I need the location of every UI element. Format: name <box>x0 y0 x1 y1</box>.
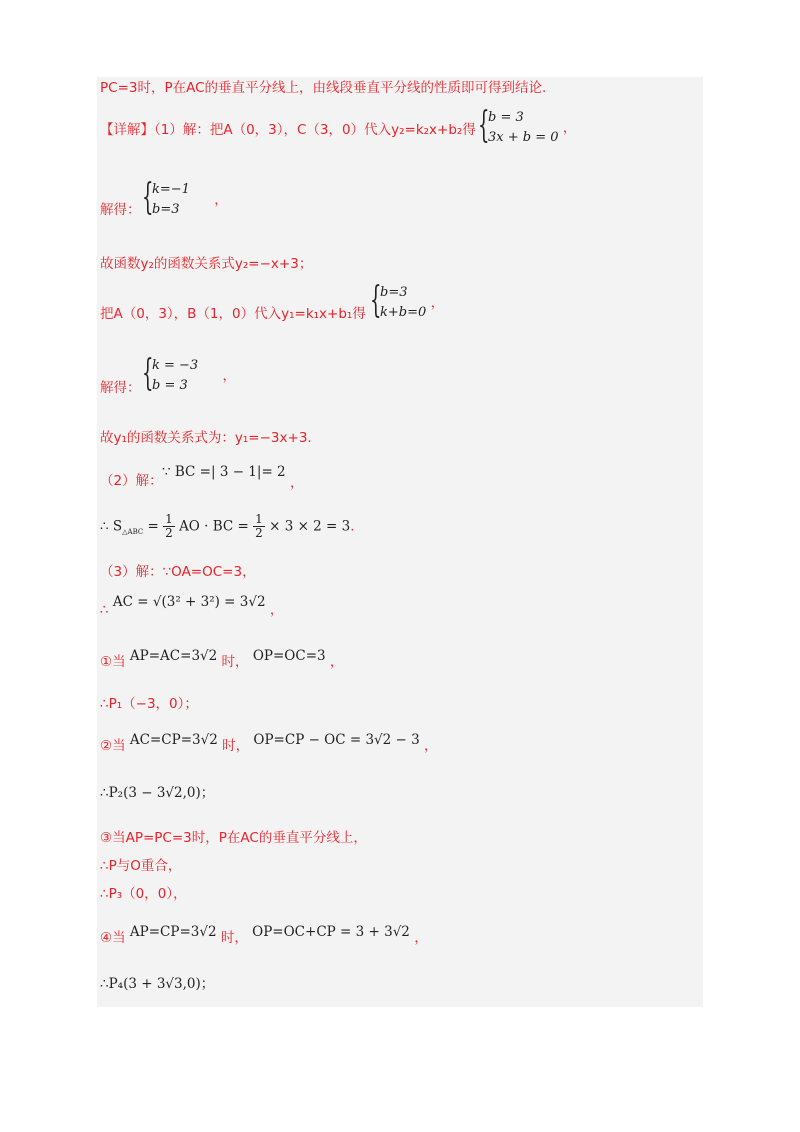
function-y2-text: 故函数y₂的函数关系式y₂=−x+3； <box>100 256 313 272</box>
case1-condition: AP=AC=3√2 <box>129 648 218 664</box>
ac-equation: AC = √(3² + 3²) = 3√2 <box>112 594 266 610</box>
text-line <box>100 828 367 848</box>
text-line <box>100 924 428 948</box>
part3-text: （3）解：∵OA=OC=3， <box>100 564 256 580</box>
punctuation: ， <box>214 192 228 208</box>
p2-text: ∴P₂(3 − 3√2,0)； <box>100 785 215 801</box>
text-line <box>100 78 546 98</box>
substitute-text: 把A（0，3），B（1，0）代入y₁=k₁x+b₁得 <box>100 306 366 322</box>
case2-label: ②当 <box>100 738 126 754</box>
text-line <box>100 694 198 714</box>
text-line <box>100 783 214 803</box>
text-line <box>100 120 476 140</box>
text-line <box>100 471 163 491</box>
p3-text: ∴P₃（0，0）， <box>100 886 187 902</box>
denominator: 2 <box>255 526 263 540</box>
numerator: 1 <box>255 512 263 526</box>
equation-system <box>480 108 576 148</box>
punctuation: ， <box>222 368 236 384</box>
equation: k+b=0 <box>380 305 427 320</box>
text-line <box>100 428 312 448</box>
punctuation: ， <box>562 120 577 136</box>
punctuation: ， <box>329 654 344 670</box>
equation: 3x + b = 0 <box>488 130 559 145</box>
conclusion-text: PC=3时，P在AC的垂直平分线上，由线段垂直平分线的性质即可得到结论. <box>100 80 547 96</box>
case2-condition: AC=CP=3√2 <box>129 732 218 748</box>
when-text: 时， <box>221 654 249 670</box>
punctuation: ， <box>414 930 428 946</box>
p1-text: ∴P₁（−3，0）； <box>100 696 198 712</box>
p4-text: ∴P₄(3 + 3√3,0)； <box>100 976 215 992</box>
equation: { b=3 <box>380 285 408 300</box>
equation-system <box>144 356 236 396</box>
text-line <box>100 884 187 904</box>
p-coincide-text: ∴P与O重合， <box>100 858 182 874</box>
equation: { k = −3 <box>152 358 199 373</box>
text-line <box>100 594 284 620</box>
system-brace <box>144 356 198 396</box>
case2-result: OP=CP − OC = 3√2 − 3 <box>253 732 420 748</box>
area-expr: AO · BC = <box>179 518 254 535</box>
equation-system <box>372 283 444 323</box>
case4-result: OP=OC+CP = 3 + 3√2 <box>252 924 410 940</box>
text-line <box>100 254 312 274</box>
text-line <box>100 732 438 756</box>
case1-result: OP=OC=3 <box>252 648 326 664</box>
area-result: × 3 × 2 = 3 <box>269 518 351 535</box>
equation: { b = 3 <box>488 110 524 125</box>
case4-condition: AP=CP=3√2 <box>129 924 217 940</box>
solve-label: 解得： <box>100 202 141 218</box>
fraction <box>163 513 175 540</box>
function-y1-text: 故y₁的函数关系式为：y₁=−3x+3. <box>100 430 312 446</box>
punctuation: ， <box>269 602 284 618</box>
equation: b=3 <box>152 202 180 217</box>
denominator: 2 <box>165 526 173 540</box>
bc-equation: ∵ BC =| 3 − 1|= 2 <box>162 464 286 480</box>
equation: { k=−1 <box>152 182 190 197</box>
case4-label: ④当 <box>100 930 126 946</box>
equals: = <box>143 518 164 535</box>
case1-label: ①当 <box>100 654 126 670</box>
part2-label: （2）解： <box>100 473 163 489</box>
when-text: 时， <box>222 738 250 754</box>
text-line <box>100 200 141 220</box>
text-line <box>100 648 344 672</box>
solve-label: 解得： <box>100 380 141 396</box>
case3-text: ③当AP=PC=3时，P在AC的垂直平分线上， <box>100 830 367 846</box>
system-brace <box>372 283 426 323</box>
text-line <box>100 378 141 398</box>
equation-system <box>144 180 228 220</box>
therefore-symbol: ∴ <box>100 602 109 618</box>
punctuation: . <box>350 518 355 535</box>
area-symbol: ∴ S <box>100 518 123 535</box>
system-brace <box>144 180 190 220</box>
punctuation: ， <box>424 738 438 754</box>
punctuation: ， <box>430 295 445 311</box>
text-line <box>100 304 366 324</box>
numerator: 1 <box>165 512 173 526</box>
text-line <box>100 974 214 994</box>
text-line <box>100 856 181 876</box>
math-line <box>162 460 304 491</box>
detail-step1-text: 【详解】（1）解：把A（0，3），C（3，0）代入y₂=k₂x+b₂得 <box>100 122 476 138</box>
when-text: 时， <box>220 930 248 946</box>
system-brace <box>480 108 559 148</box>
fraction <box>253 513 265 540</box>
equation: b = 3 <box>152 378 188 393</box>
punctuation: ， <box>289 475 304 491</box>
text-line <box>100 562 256 582</box>
area-subscript: △ABC <box>122 528 144 537</box>
math-line <box>100 513 355 540</box>
